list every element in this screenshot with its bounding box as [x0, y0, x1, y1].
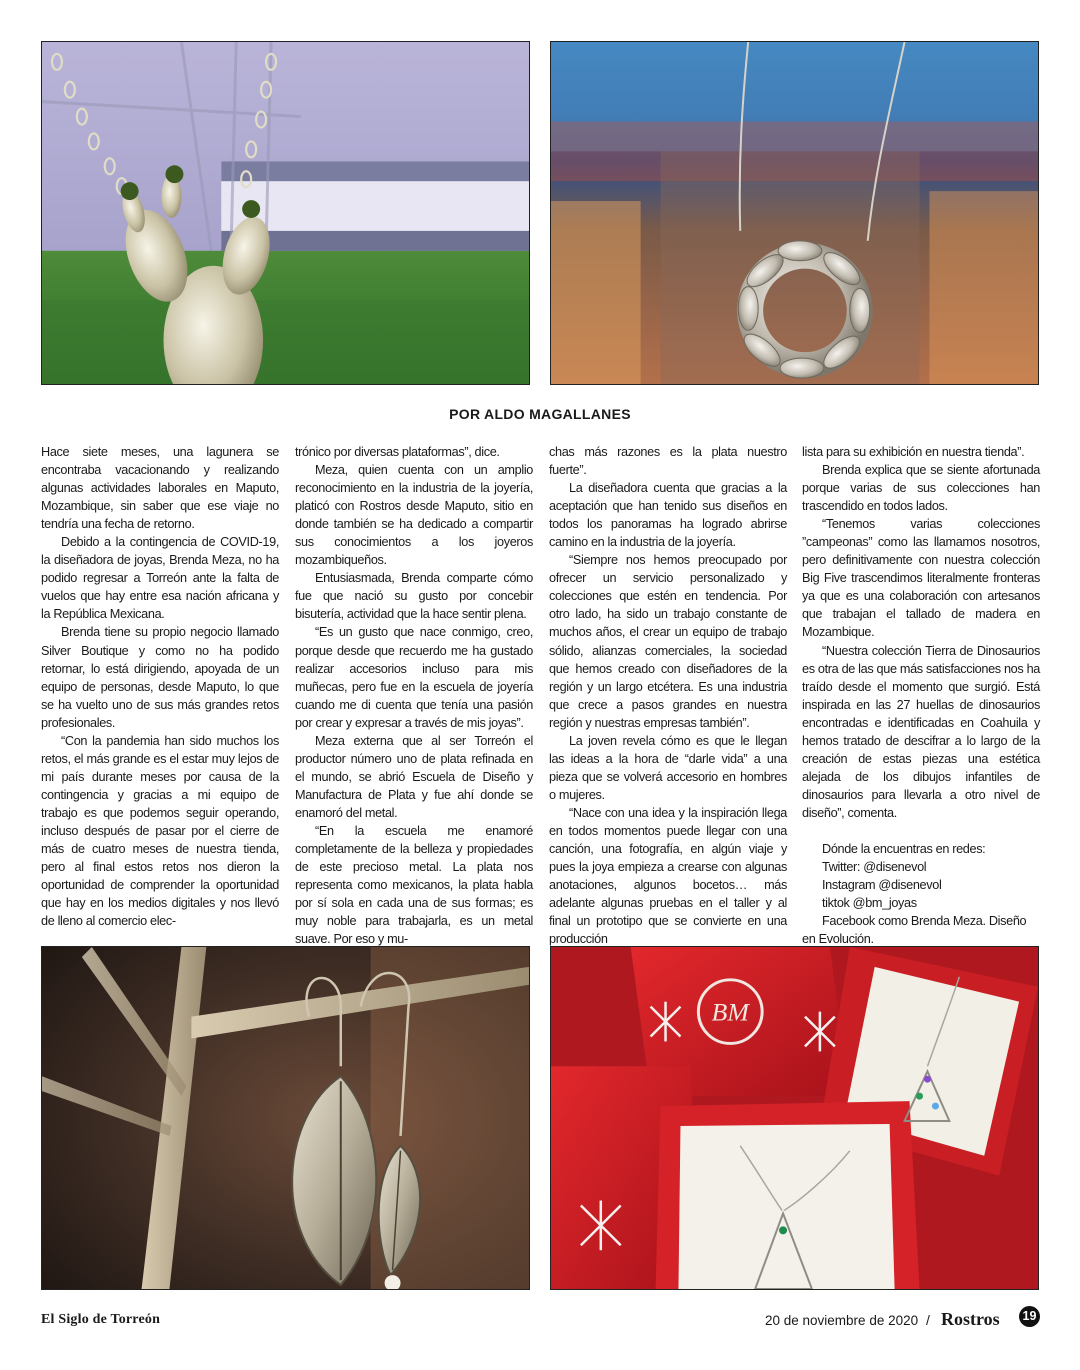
- social-facebook: Facebook como Brenda Meza. Diseño en Evolución.: [802, 914, 1027, 947]
- issue-date: 20 de noviembre de 2020: [765, 1313, 919, 1328]
- article-column-4: [802, 443, 1040, 948]
- paragraph: “En la escuela me enamoré completamente de la belleza y propiedades de este precioso metal. La plata nos representa como mexicanos, la plata habla por sí sola en cada una de sus formas; es muy noble para trabajarla, es un metal suave. Por eso y mu-: [295, 823, 533, 947]
- social-twitter: Twitter: @disenevol: [822, 860, 927, 875]
- byline: POR ALDO MAGALLANES: [449, 406, 631, 422]
- paragraph: “Siempre nos hemos preocupado por ofrecer un servicio personalizado y colecciones que estén en tendencia. Por otro lado, ha sido un trabajo constante de muchos años, el crear un equipo de trabajo sólido, alianzas comerciales, la sociedad que hemos creado con diseñadores de la región y un largo etcétera. Es una industria que crece a pasos grandes en nuestra región y nuestras empresas también”.: [549, 553, 787, 730]
- social-instagram: Instagram @disenevol: [822, 878, 942, 893]
- magazine-name: Rostros: [941, 1309, 1000, 1329]
- social-tiktok: tiktok @bm_joyas: [822, 896, 917, 911]
- paragraph: Brenda tiene su propio negocio llamado Silver Boutique y como no ha podido retornar, lo está dirigiendo, apoyada de un equipo de personas, desde Maputo, lo que se ha vuelto uno de sus más grandes retos profesionales.: [41, 625, 279, 730]
- christmas-tree-pendant-photo-icon: [551, 947, 1038, 1289]
- photo-cactus-pendant: [41, 41, 530, 385]
- paragraph: “Con la pandemia han sido muchos los retos, el más grande es el estar muy lejos de mi país durante meses por causa de la contingencia y gracias a mi equipo de trabajo es que podemos seguir operando, incluso después de pasar por el cierre de más de cuatro meses de nuestra tienda, pero al final estos retos nos dieron la oportunidad de comprender la oportunidad que hay en los medios digitales y nos llevó de lleno al comercio elec-: [41, 733, 279, 929]
- page-number: 19: [1019, 1306, 1040, 1327]
- paragraph: La joven revela cómo es que le llegan las ideas a la hora de “darle vida” a una pieza que se volverá accesorio en hombres o mujeres.: [549, 733, 787, 802]
- paragraph: La diseñadora cuenta que gracias a la aceptación que han tenido sus diseños en todos los panoramas ha logrado abrirse camino en la industria de la joyería.: [549, 481, 787, 550]
- paragraph: Debido a la contingencia de COVID-19, la diseñadora de joyas, Brenda Meza, no ha podido regresar a Torreón ante la falta de vuelos que hay entre esa nación africana y la República Mexicana.: [41, 535, 279, 622]
- gift-box-monogram: BM: [711, 997, 749, 1027]
- paragraph: lista para su exhibición en nuestra tienda”.: [802, 445, 1025, 459]
- paragraph: chas más razones es la plata nuestro fuerte”.: [549, 445, 787, 478]
- article-column-3: [549, 443, 787, 948]
- paragraph: “Nuestra colección Tierra de Dinosaurios es otra de las que más satisfacciones nos ha traído desde el momento que surgió. Está inspirada en las 27 huellas de dinosaurios encontradas e identificadas en Coahuila y hemos tratado de descifrar a lo largo de la creación de estas piezas una estética alejada de los dibujos infantiles de dinosaurios para llevarla a otro nivel de diseño”, comenta.: [802, 643, 1040, 820]
- paragraph: Brenda explica que se siente afortunada porque varias de sus colecciones han trascendido en todos lados.: [802, 463, 1040, 514]
- paragraph: Meza externa que al ser Torreón el productor número uno de plata refinada en el mundo, se abrió Escuela de Diseño y Manufactura de Plata y fue ahí donde se enamoró del metal.: [295, 733, 533, 820]
- leaf-earrings-photo-icon: [42, 947, 529, 1289]
- paragraph: Hace siete meses, una lagunera se encontraba vacacionando y realizando algunas actividades laborales en Maputo, Mozambique, sin saber que ese viaje no tendría una fecha de retorno.: [41, 445, 279, 532]
- photo-christmas-gift-boxes: [550, 946, 1039, 1290]
- footer-separator: /: [926, 1312, 930, 1328]
- paragraph: trónico por diversas plataformas”, dice.: [295, 445, 500, 459]
- photo-wreath-pendant: [550, 41, 1039, 385]
- cactus-pendant-photo-icon: [42, 42, 529, 384]
- paragraph: Entusiasmada, Brenda comparte cómo fue que nació su gusto por concebir bisutería, actividad que la hace sentir plena.: [295, 571, 533, 622]
- paragraph: “Es un gusto que nace conmigo, creo, porque desde que recuerdo me ha gustado realizar accesorios incluso para mis muñecas, pero fue en la escuela de joyería cuando me di cuenta que tenía una pasión por crear y expresar a través de mis joyas”.: [295, 625, 533, 730]
- paragraph: “Tenemos varias colecciones ”campeonas” como las llamamos nosotros, pero definitivamente con nuestra colección Big Five trascendimos literalmente fronteras ya que es una colaboración con artesanos que trabajan el tallado de madera en Mozambique.: [802, 517, 1040, 640]
- social-heading: Dónde la encuentras en redes:: [822, 841, 986, 856]
- article-column-1: [41, 443, 279, 930]
- paragraph: “Nace con una idea y la inspiración llega en todos momentos puede llegar con una canción, una fotografía, en algún viaje y pues la joya empieza a crearse con algunas anotaciones, algunos bocetos… más adelante algunas pruebas en el taller y al final un prototipo que se convierte en una producción: [549, 805, 787, 947]
- leaf-wreath-pendant-photo-icon: [551, 42, 1038, 384]
- photo-leaf-earrings: [41, 946, 530, 1290]
- newspaper-name: El Siglo de Torreón: [41, 1312, 161, 1327]
- paragraph: Meza, quien cuenta con un amplio reconocimiento en la industria de la joyería, platicó con Rostros desde Maputo, sitio en donde también se ha dedicado a compartir sus conocimientos a los joyeros mozambiqueños.: [295, 463, 533, 568]
- article-column-2: [295, 443, 533, 948]
